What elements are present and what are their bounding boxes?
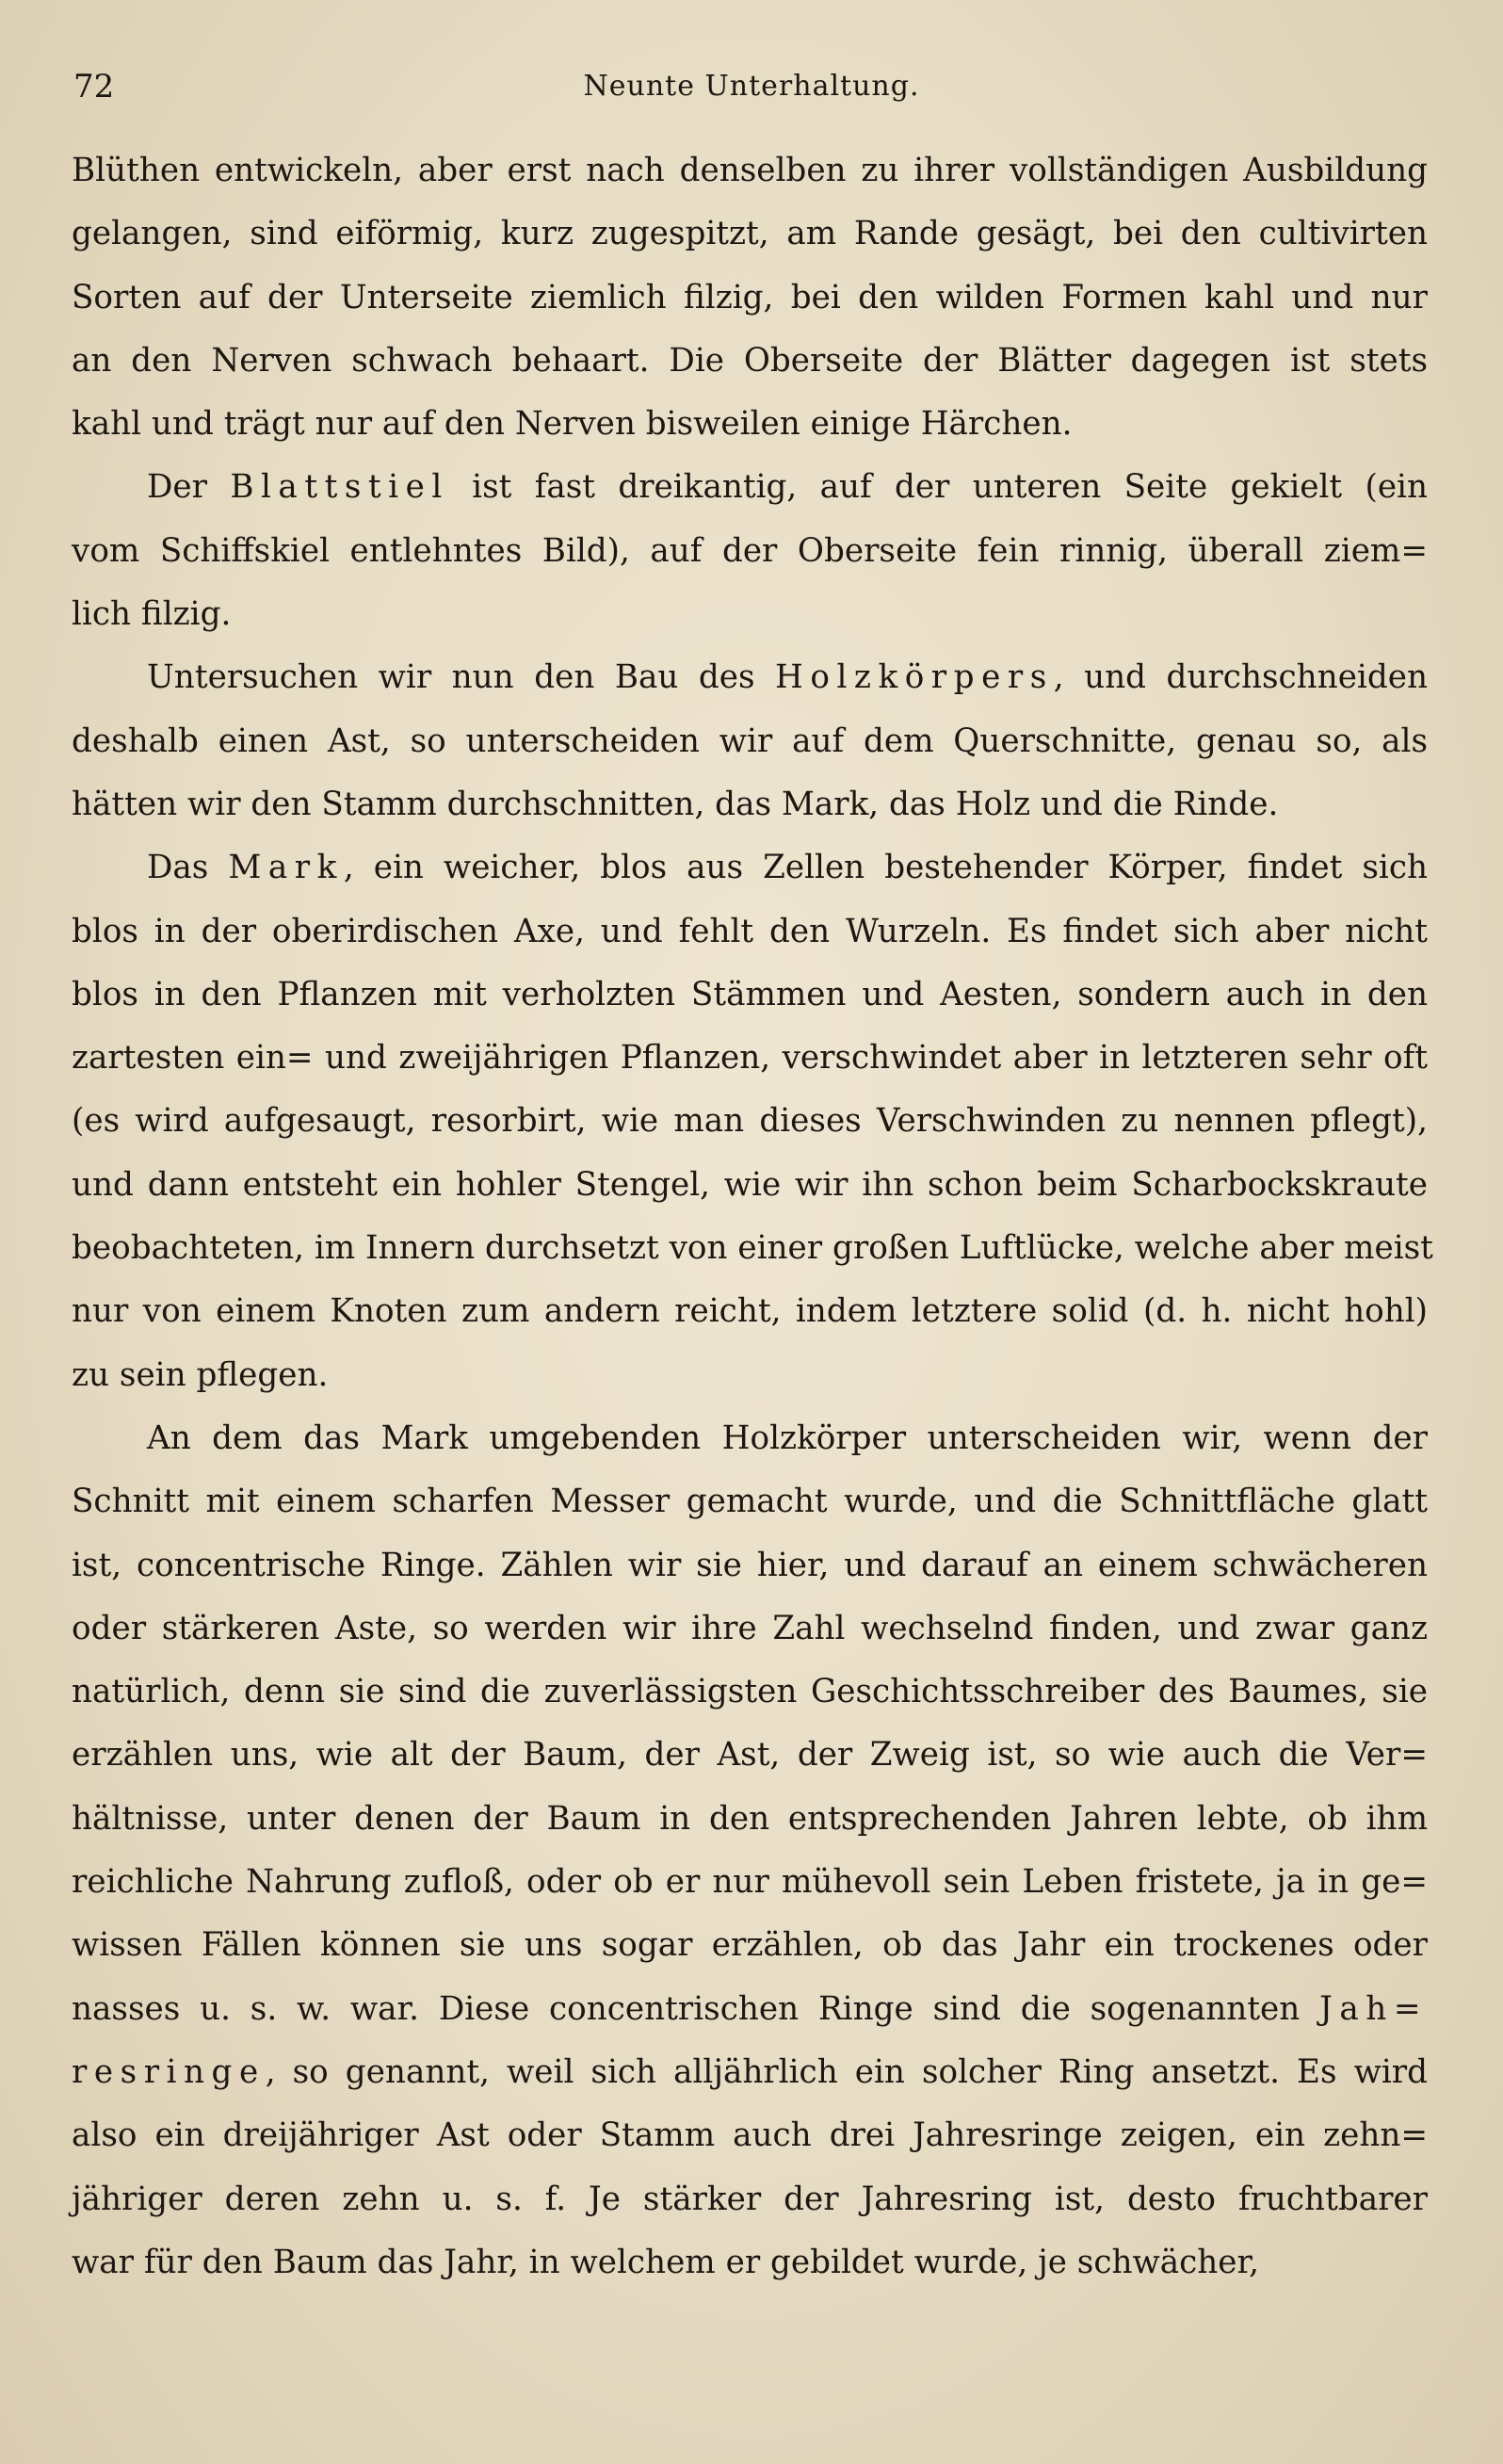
text-line: zu sein pflegen.	[72, 1355, 329, 1394]
text-line: reichliche Nahrung zufloß, oder ob er nur mühevoll sein Leben fristete, ja in ge=	[72, 1863, 1428, 1902]
text-line	[72, 836, 1428, 900]
text-line: hältnisse, unter denen der Baum in den entsprechenden Jahren lebte, ob ihm	[72, 1799, 1428, 1838]
text-segment: , ein weicher, blos aus Zellen bestehender Körper, findet sich	[343, 849, 1428, 887]
text-line: natürlich, denn sie sind die zuverlässigsten Geschichtsschreiber des Baumes, sie	[72, 1673, 1428, 1711]
paragraph	[72, 646, 1428, 836]
text-line: blos in den Pflanzen mit verholzten Stämmen und Aesten, sondern auch in den	[72, 975, 1428, 1013]
page-number: 72	[73, 68, 115, 105]
text-line: oder stärkeren Aste, so werden wir ihre Zahl wechselnd finden, und zwar ganz	[72, 1609, 1428, 1647]
text-line: Sorten auf der Unterseite ziemlich filzig, bei den wilden Formen kahl und nur	[72, 278, 1428, 316]
text-segment: , so genannt, weil sich alljährlich ein solcher Ring ansetzt. Es wird	[265, 2052, 1428, 2091]
text-line: ist, concentrische Ringe. Zählen wir sie hier, und darauf an einem schwächeren	[72, 1546, 1428, 1584]
text-line	[72, 2041, 1428, 2104]
text-line: wissen Fällen können sie uns sogar erzählen, ob das Jahr ein trockenes oder	[72, 1926, 1428, 1965]
text-line: hätten wir den Stamm durchschnitten, das Mark, das Holz und die Rinde.	[72, 785, 1279, 823]
text-segment: nasses u. s. w. war. Diese concentrischen Ringe sind die sogenannten	[72, 1989, 1320, 2028]
text-line: Blüthen entwickeln, aber erst nach denselben zu ihrer vollständigen Ausbildung	[72, 152, 1428, 189]
text-line: lich filzig.	[72, 595, 232, 634]
page-header	[73, 68, 1430, 115]
paragraph	[72, 1407, 1428, 2294]
emphasized-term: Blattstiel	[230, 468, 449, 507]
text-segment: , und durchschneiden	[1053, 658, 1428, 697]
text-line: und dann entsteht ein hohler Stengel, wie wir ihn schon beim Scharbockskraute	[72, 1165, 1428, 1204]
text-segment: Untersuchen wir nun den Bau des	[147, 658, 776, 697]
emphasized-term: resringe	[72, 2052, 266, 2091]
emphasized-term: Holzkörpers	[775, 658, 1054, 697]
emphasized-term: Jah=	[1319, 1989, 1428, 2028]
text-line: nur von einem Knoten zum andern reicht, indem letztere solid (d. h. nicht hohl)	[72, 1292, 1428, 1331]
text-segment: ist fast dreikantig, auf der unteren Seite gekielt (ein	[448, 468, 1429, 507]
text-segment: Der	[147, 468, 231, 507]
text-line: blos in der oberirdischen Axe, und fehlt den Wurzeln. Es findet sich aber nicht	[72, 912, 1428, 950]
paragraph	[72, 836, 1433, 1407]
text-line: kahl und trägt nur auf den Nerven bisweilen einige Härchen.	[72, 405, 1073, 444]
text-line: vom Schiffskiel entlehntes Bild), auf der Oberseite fein rinnig, überall ziem=	[72, 531, 1428, 570]
text-line	[72, 646, 1428, 709]
text-line: (es wird aufgesaugt, resorbirt, wie man dieses Verschwinden zu nennen pflegt),	[72, 1102, 1428, 1141]
paragraph	[72, 139, 1428, 456]
text-line	[72, 456, 1428, 519]
emphasized-term: Mark	[228, 849, 344, 887]
text-segment: Das	[147, 849, 229, 887]
text-line	[72, 1978, 1428, 2041]
body-text	[72, 139, 1433, 2294]
text-line: deshalb einen Ast, so unterscheiden wir auf dem Querschnitte, genau so, als	[72, 721, 1428, 760]
text-line: jähriger deren zehn u. s. f. Je stärker der Jahresring ist, desto fruchtbarer	[72, 2180, 1428, 2218]
paragraph	[72, 456, 1428, 646]
running-head: Neunte Unterhaltung.	[583, 70, 920, 103]
text-line: An dem das Mark umgebenden Holzkörper unterscheiden wir, wenn der	[147, 1418, 1428, 1457]
text-line: an den Nerven schwach behaart. Die Oberseite der Blätter dagegen ist stets	[72, 341, 1428, 380]
text-line: also ein dreijähriger Ast oder Stamm auch drei Jahresringe zeigen, ein zehn=	[72, 2116, 1428, 2155]
text-line: zartesten ein= und zweijährigen Pflanzen, verschwindet aber in letzteren sehr oft	[72, 1039, 1428, 1078]
text-line: gelangen, sind eiförmig, kurz zugespitzt, am Rande gesägt, bei den cultivirten	[72, 215, 1428, 253]
text-line: Schnitt mit einem scharfen Messer gemacht wurde, und die Schnittfläche glatt	[72, 1483, 1428, 1521]
text-line: beobachteten, im Innern durchsetzt von einer großen Luftlücke, welche aber meist	[72, 1229, 1433, 1268]
text-line: war für den Baum das Jahr, in welchem er gebildet wurde, je schwächer,	[72, 2243, 1259, 2281]
text-line: erzählen uns, wie alt der Baum, der Ast, der Zweig ist, so wie auch die Ver=	[72, 1736, 1428, 1775]
